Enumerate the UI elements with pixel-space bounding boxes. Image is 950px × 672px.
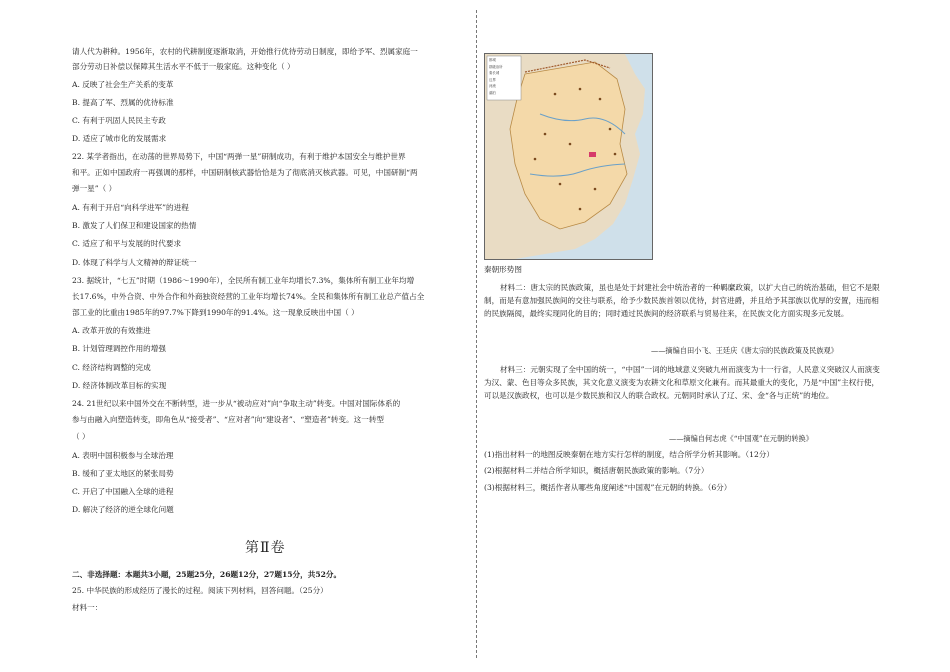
q24-option-d: D. 解决了经济的逆全球化问题 [72, 505, 174, 514]
q22-option-d: D. 体现了科学与人文精神的辩证统一 [72, 258, 197, 267]
legend-item: 边界 [489, 77, 496, 82]
q25-sub-3: (3)根据材料三，概括作者从哪些角度阐述“中国观”在元朝的转换。（6分） [484, 483, 732, 492]
section-title: 第Ⅱ卷 [245, 540, 286, 556]
q22-option-c: C. 适应了和平与发展的时代要求 [72, 239, 182, 248]
q21-option-b: B. 提高了军、烈属的优待标准 [72, 98, 174, 107]
q25-sub-2: (2)根据材料二并结合所学知识，概括唐朝民族政策的影响。（7分） [484, 466, 709, 475]
q24-text-line-2: 参与由融入向塑造转变，即角色从“接受者”、“应对者”向“建设者”、“塑造者”转变。这一转型 [72, 415, 385, 424]
q22-text-line-2: 和平。正如中国政府一再强调的那样，中国研制核武器恰恰是为了彻底消灭核武器。可见，中国研制“两 [72, 168, 418, 177]
legend-item: 湖泊 [489, 90, 496, 95]
legend-item: 郡级治所 [489, 64, 503, 69]
q24-option-c: C. 开启了中国融入全球的进程 [72, 487, 174, 496]
q23-option-c: C. 经济结构调整的完成 [72, 363, 151, 372]
material-3-source: ——摘编自何志虎《“中国观”在元朝的转换》 [669, 434, 813, 443]
q21-text-line-2: 部分劳动日补偿以保障其生活水平不低于一般家庭。这种变化（ ） [72, 62, 295, 71]
q24-option-b: B. 缓和了亚太地区的紧张局势 [72, 469, 174, 478]
q24-text-line-1: 24. 21世纪以来中国外交在不断转型，进一步从“被动应对”向“争取主动”转变。中国对国际体系的 [72, 399, 401, 408]
material-1-label: 材料一： [72, 603, 103, 612]
legend-item: 秦长城 [489, 71, 500, 76]
q24-option-a: A. 表明中国积极参与全球治理 [72, 451, 174, 460]
section-note: 二、非选择题：本题共3小题，25题25分，26题12分，27题15分，共52分。 [72, 570, 342, 579]
legend-item: 都城 [489, 58, 496, 62]
q23-text-line-1: 23. 据统计，“七五”时期（1986～1990年），全民所有制工业年均增长7.3%，集体所有制工业年均增 [72, 276, 415, 285]
q25-sub-1: (1)指出材料一的地图反映秦朝在地方实行怎样的制度，结合所学分析其影响。（12分） [484, 450, 774, 459]
column-divider [476, 10, 477, 658]
q21-option-a: A. 反映了社会生产关系的变革 [72, 80, 174, 89]
qin-map [484, 53, 653, 260]
q23-text-line-2: 长17.6%，中外合资、中外合作和外商独资经营的工业年均增长74%。全民和集体所有制工业总产值占全 [72, 292, 425, 301]
material-3: 材料三：元朝实现了全中国的统一，“中国”一词的地域意义突破九州而演变为十一行省，人民意义突破汉人而演变为汉、蒙、色目等众多民族，其文化意义演变为农耕文化和草原文化兼有。而其最重大的变化，乃是“中国”主权行使，可以是汉族政权，也可以是少数民族和汉人的联合政权。元朝同时承认了辽、宋、金“各与正统”的地位。 [484, 365, 880, 400]
q24-text-line-3: （ ） [72, 432, 90, 441]
qin-map-drawing [485, 54, 652, 259]
q22-option-a: A. 有利于开启“向科学进军”的进程 [72, 203, 189, 212]
q21-option-d: D. 适应了城市化的发展需求 [72, 134, 167, 143]
q21-text-line-1: 请人代为耕种。1956年，农村的代耕制度逐渐取消，开始推行优待劳动日制度，即给予军、烈属家庭一 [72, 47, 418, 56]
q21-option-c: C. 有利于巩固人民民主专政 [72, 116, 166, 125]
legend-item: 河流 [489, 84, 496, 89]
q22-option-b: B. 激发了人们保卫和建设国家的热情 [72, 221, 197, 230]
map-caption: 秦朝形势图 [484, 265, 522, 274]
q22-text-line-3: 弹一星”（ ） [72, 184, 117, 193]
q25-stem: 25. 中华民族的形成经历了漫长的过程。阅读下列材料，回答问题。（25分） [72, 586, 328, 595]
map-legend [489, 57, 503, 97]
q23-option-b: B. 计划管理调控作用的增强 [72, 344, 166, 353]
material-2: 材料二：唐太宗的民族政策，虽也是处于封建社会中统治者的一种羁縻政策，以扩大自己的统治基础，但它不是限制，而是有意加强民族间的交往与联系，给予少数民族首领以优待，封官进爵，并且给予其部族以优厚的安置，违而相的民族隔阂，最终实现同化的目的；同时通过民族间的经济联系与贸易往来，在民族文化方面实现多元发展。 [484, 283, 880, 318]
q23-option-d: D. 经济体制改革目标的实现 [72, 381, 167, 390]
q23-option-a: A. 改革开放的有效推进 [72, 326, 151, 335]
q23-text-line-3: 部工业的比重由1985年的97.7%下降到1990年的91.4%。这一现象反映出中国（ ） [72, 308, 359, 317]
q22-text-line-1: 22. 某学者指出，在动荡的世界局势下，中国“两弹一星”研制成功，有利于维护本国安全与维护世界 [72, 152, 406, 161]
material-2-source: ——摘编自田小飞、王廷庆《唐太宗的民族政策及民族观》 [651, 346, 838, 355]
